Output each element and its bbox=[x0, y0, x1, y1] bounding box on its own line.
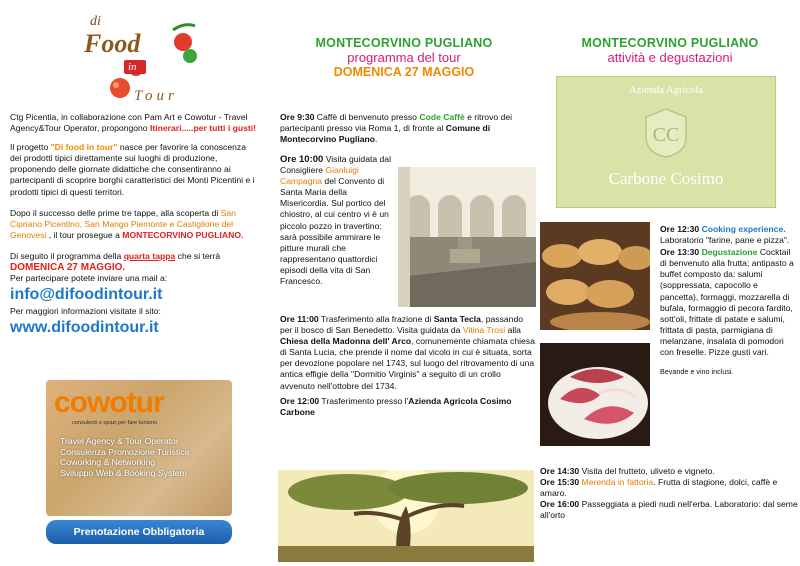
program-stage: quarta tappa bbox=[123, 250, 176, 261]
program-heading: programma del tour bbox=[347, 50, 461, 65]
activities-heading: attività e degustazioni bbox=[607, 50, 733, 65]
email-link[interactable]: info@difoodintour.it bbox=[10, 286, 163, 304]
visit-block bbox=[280, 154, 396, 287]
svg-text:CC: CC bbox=[652, 124, 680, 146]
carbone-name: Carbone Cosimo bbox=[608, 169, 724, 188]
town-heading: MONTECORVINO PUGLIANO bbox=[315, 36, 493, 50]
cloister-photo bbox=[398, 167, 536, 307]
cowotur-service-item: Travel Agency & Tour Operator bbox=[60, 436, 179, 446]
cooking-block bbox=[660, 224, 798, 377]
program-text: Trasferimento alla frazione di bbox=[318, 314, 434, 324]
time-1100: Ore 11:00 bbox=[280, 314, 319, 324]
middle-column bbox=[270, 0, 538, 566]
website-link[interactable]: www.difoodintour.it bbox=[10, 319, 159, 337]
olive-grove-photo bbox=[278, 470, 534, 562]
drinks-note: Bevande e vino inclusi. bbox=[660, 367, 734, 377]
time-1200: Ore 12:00 bbox=[280, 395, 320, 406]
time-1230: Ore 12:30 bbox=[660, 224, 700, 234]
program-text: alla bbox=[505, 325, 521, 336]
program-text-b: che si terrà bbox=[175, 250, 221, 261]
activity-text: . Frutta di stagione, dolci, caffè e amaro. bbox=[540, 477, 778, 499]
cowotur-tagline: consulenti e spazi per fare turismo bbox=[72, 420, 158, 426]
cowotur-service-item: Sviluppo Web & Booking System bbox=[60, 467, 187, 478]
program-text: del Convento di Santa Maria della Misericordia. Sul portico del chiostro, al cui centro vi è un piccolo pozzo in travertino: sarà possibile ammirare le pitture murali che rappresentano quattordici episodi della vita di San Francesco. bbox=[280, 176, 389, 287]
left-column bbox=[0, 0, 262, 566]
prenotazione-badge: Prenotazione Obbligatoria bbox=[46, 520, 232, 544]
cowotur-service-item: Consulenza Promozione Turistica bbox=[60, 446, 190, 457]
program-text: , comunemente chiamata chiesa di Santa Lucia, che prende il nome dal vicolo in cui è situata, sorta per devozione popolare nel 1743, sul luogo del ritrovamento di una antica effigie della "Dormitio Virginis" a seguito di un crollo avvenuto nell'ottobre del 1734. bbox=[280, 336, 535, 391]
project-text-a: Il progetto bbox=[10, 142, 51, 153]
program-mail-label: Per partecipare potete inviare una mail a: bbox=[10, 273, 168, 284]
cowotur-service-item: Coworking & Networking bbox=[60, 457, 156, 467]
logo-di-text: di bbox=[90, 14, 101, 29]
church-name: Chiesa della Madonna dell' Arco bbox=[280, 336, 412, 347]
program-block bbox=[280, 112, 536, 145]
carbone-company-type: Azienda Agricola bbox=[629, 85, 703, 96]
cowotur-services bbox=[60, 436, 189, 478]
program-text: Trasferimento presso l' bbox=[319, 395, 409, 406]
guide-name-2: Vitina Trosi bbox=[462, 325, 506, 336]
carbone-monogram-icon bbox=[642, 107, 690, 159]
logo-food-text: Food bbox=[84, 29, 141, 58]
cowotur-logo: cowotur bbox=[54, 386, 164, 419]
town-heading-2: MONTECORVINO PUGLIANO bbox=[581, 36, 759, 50]
time-1000: Ore 10:00 bbox=[280, 154, 324, 165]
previous-towns: San Cipriano Picentino, San Mango Piemonte e Castiglione del Genovesi bbox=[10, 207, 236, 240]
santa-tecla: Santa Tecla bbox=[433, 314, 481, 324]
program-text: Caffè di benvenuto presso bbox=[314, 112, 420, 122]
intro-highlight: Itinerari.....per tutti i gusti! bbox=[149, 123, 256, 134]
cafe-name: Code Caffè bbox=[419, 112, 465, 122]
activity-text: Laboratorio "farine, pane e pizza". bbox=[660, 235, 790, 246]
success-text-b: , il tour prosegue a bbox=[46, 229, 123, 240]
cooking-experience: Cooking experience. bbox=[699, 224, 786, 234]
program-text: Visita guidata dal Consigliere bbox=[280, 154, 391, 176]
bread-photo bbox=[540, 222, 650, 330]
program-text: . bbox=[375, 134, 378, 145]
degustazione: Degustazione bbox=[699, 247, 758, 258]
time-1430: Ore 14:30 bbox=[540, 466, 580, 476]
program-text: , passando per il bosco di San Benedetto. Visita guidata da bbox=[280, 314, 524, 336]
right-column bbox=[540, 0, 800, 566]
project-text-b: nasce per favorire la conoscenza dei prodotti tipici direttamente sui luoghi di produzione, proponendo delle giornate didattiche che consentiranno ai partecipanti di scoprire borghi caratteristici dei Monti Picentini e i prodotti tipici di questi territori. bbox=[10, 142, 255, 197]
success-text-a: Dopo il successo delle prime tre tappe, alla scoperta di bbox=[10, 207, 221, 218]
time-1600: Ore 16:00 bbox=[540, 499, 580, 510]
time-1530: Ore 15:30 bbox=[540, 477, 580, 488]
activity-text: Visita del frutteto, uliveto e vigneto. bbox=[579, 466, 715, 476]
program-text-a: Di seguito il programma della bbox=[10, 250, 124, 261]
afternoon-block bbox=[540, 466, 798, 521]
comune-name: Comune di Montecorvino Pugliano bbox=[280, 123, 491, 145]
program-block-2 bbox=[280, 314, 536, 418]
cured-meat-photo bbox=[540, 343, 650, 446]
activity-text: Passeggiata a piedi nudi nell'erba. Laboratorio: dal seme all'orto bbox=[540, 499, 798, 521]
date-heading: DOMENICA 27 MAGGIO bbox=[333, 65, 475, 79]
di-food-in-tour-logo bbox=[78, 12, 208, 104]
activity-text: Cocktail di benvenuto alla frutta; antipasto a buffet composto da: salumi (soppressata, capocollo e pancetta), formaggi, mozzarella di bufala, formaggio di pecora fardito, sott'oli, frittate di patate e salumi, frittata di pasta, parmigiana di melanzane, insalata di pomodori con freselle. Pizze gusti vari. bbox=[660, 247, 794, 358]
intro-text-block bbox=[10, 112, 258, 337]
logo-in-text: in bbox=[128, 61, 137, 73]
cowotur-banner bbox=[46, 380, 232, 516]
merenda: Merenda in fattoria bbox=[579, 477, 654, 488]
guide-name: Gianluigi Campagna bbox=[280, 165, 359, 187]
program-text: e ritrovo dei partecipanti presso via Roma 1, di fronte al bbox=[280, 112, 513, 134]
site-label: Per maggiori informazioni visitate il sito: bbox=[10, 306, 161, 317]
time-0930: Ore 9:30 bbox=[280, 112, 315, 122]
project-name: "Di food in tour" bbox=[50, 142, 118, 153]
carbone-cosimo-logo bbox=[556, 76, 776, 208]
logo-tour-text: Tour bbox=[134, 88, 178, 104]
intro-text: Ctg Picentia, in collaborazione con Pam Art e Cowotur - Travel Agency&Tour Operator, propongono bbox=[10, 112, 248, 134]
program-date: DOMENICA 27 MAGGIO. bbox=[10, 262, 126, 274]
time-1330: Ore 13:30 bbox=[660, 247, 700, 258]
success-town: MONTECORVINO PUGLIANO. bbox=[122, 229, 244, 240]
farm-name: Azienda Agricola Cosimo Carbone bbox=[280, 395, 512, 417]
